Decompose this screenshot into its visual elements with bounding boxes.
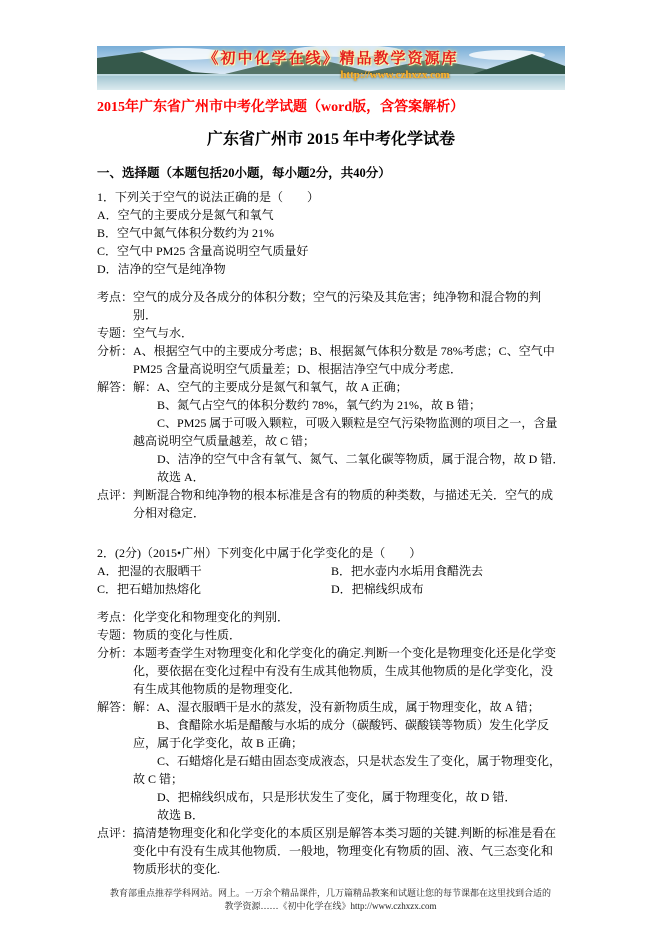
footer-line-2 — [0, 900, 661, 913]
question-1-block — [97, 188, 565, 522]
q2-fenxi-row — [97, 644, 565, 698]
kaodian-label: 考点： — [97, 610, 134, 624]
page-footer — [0, 887, 661, 913]
q1-dianping-row — [97, 486, 565, 522]
q1-jieda-line-2: B、氮气占空气的体积分数约 78%，氧气约为 21%，故 B 错； — [157, 398, 482, 412]
q1-dianping-text: 判断混合物和纯净物的根本标准是含有的物质的种类数，与描述无关．空气的成分相对稳定． — [133, 488, 554, 520]
question-1-option-a: A．空气的主要成分是氮气和氧气 — [97, 208, 274, 222]
q1-zhuanti-text: 空气与水． — [133, 326, 194, 340]
q1-jieda-line-1: 解：A、空气的主要成分是氮气和氧气，故 A 正确； — [133, 380, 408, 394]
question-1-option-c: C．空气中 PM25 含量高说明空气质量好 — [97, 244, 309, 258]
q2-jieda-text — [133, 698, 565, 824]
question-2-analysis — [97, 608, 565, 878]
q2-dianping-text: 搞清楚物理变化和化学变化的本质区别是解答本类习题的关键.判断的标准是看在变化中有没有生成其他物质．一般地，物理变化有物质的固、液、气三态变化和物质形状的变化. — [133, 826, 557, 876]
q2-jieda-answer: 故选 B． — [157, 808, 205, 822]
q2-zhuanti-row — [97, 626, 565, 644]
q1-kaodian-row — [97, 288, 565, 324]
q2-jieda-line-1: 解：A、湿衣服晒干是水的蒸发，没有新物质生成，属于物理变化，故 A 错； — [133, 700, 540, 714]
fenxi-label: 分析： — [97, 646, 134, 660]
section-1-heading: 一、选择题（本题包括20小题，每小题2分，共40分） — [97, 166, 391, 180]
question-1-option-d: D．洁净的空气是纯净物 — [97, 262, 226, 276]
doc-subject-heading: 2015年广东省广州市中考化学试题（word版，含答案解析） — [97, 100, 465, 115]
q1-jieda-line-4: D、洁净的空气中含有氧气、氮气、二氧化碳等物质，属于混合物，故 D 错． — [157, 452, 565, 466]
question-2-block — [97, 544, 565, 878]
q2-zhuanti-text: 物质的变化与性质． — [133, 628, 242, 642]
dianping-label: 点评： — [97, 826, 134, 840]
question-1-analysis — [97, 288, 565, 522]
paper-title: 广东省广州市 2015 年中考化学试卷 — [206, 131, 455, 148]
fenxi-label: 分析： — [97, 344, 134, 358]
question-2-option-d: D．把棉线织成布 — [331, 582, 424, 596]
banner-site-url[interactable]: http://www.czhxzx.com — [340, 69, 450, 81]
q1-jieda-text — [133, 378, 565, 486]
q2-jieda-line-4: D、把棉线织成布，只是形状发生了变化，属于物理变化，故 D 错． — [157, 790, 517, 804]
question-2-option-c: C．把石蜡加热熔化 — [97, 582, 202, 596]
q1-kaodian-text: 空气的成分及各成分的体积分数；空气的污染及其危害；纯净物和混合物的判别． — [133, 290, 542, 322]
banner-site-title: 《初中化学在线》精品教学资源库 — [203, 51, 459, 67]
jieda-label: 解答： — [97, 700, 134, 714]
q1-fenxi-row — [97, 342, 565, 378]
footer-line-1: 教育部重点推荐学科网站。网上。一万余个精品课件，几万篇精品教案和试题让您的每节课都在这里找到合适的 — [109, 888, 551, 898]
q1-jieda-line-3: C、PM25 属于可吸入颗粒，可吸入颗粒是空气污染物监测的项目之一，含量越高说明空气质量越差，故 C 错； — [133, 416, 558, 448]
question-2-option-b: B．把水壶内水垢用食醋洗去 — [331, 564, 484, 578]
dianping-label: 点评： — [97, 488, 134, 502]
q1-jieda-row — [97, 378, 565, 486]
q2-kaodian-row — [97, 608, 565, 626]
footer-site-link[interactable]: http://www.czhxzx.com — [350, 901, 437, 911]
q1-zhuanti-row — [97, 324, 565, 342]
question-2-stem: 2．(2分)（2015•广州）下列变化中属于化学变化的是（ ） — [97, 546, 422, 560]
kaodian-label: 考点： — [97, 290, 134, 304]
q1-fenxi-text: A、根据空气中的主要成分考虑；B、根据氮气体积分数是 78%考虑；C、空气中 PM25 含量高说明空气质量差；D、根据洁净空气中成分考虑． — [133, 344, 555, 376]
q2-jieda-line-3: C、石蜡熔化是石蜡由固态变成液态，只是状态发生了变化，属于物理变化，故 C 错； — [133, 754, 562, 786]
zhuanti-label: 专题： — [97, 326, 134, 340]
jieda-label: 解答： — [97, 380, 134, 394]
q2-jieda-line-2: B、食醋除水垢是醋酸与水垢的成分（碳酸钙、碳酸镁等物质）发生化学反应，属于化学变化，故 B 正确； — [133, 718, 550, 750]
question-1-stem: 1．下列关于空气的说法正确的是（ ） — [97, 190, 320, 204]
q2-fenxi-text: 本题考查学生对物理变化和化学变化的确定.判断一个变化是物理变化还是化学变化，要依据在变化过程中有没有生成其他物质，生成其他物质的是化学变化，没有生成其他物质的是物理变化． — [133, 646, 557, 696]
q2-jieda-row — [97, 698, 565, 824]
q2-dianping-row — [97, 824, 565, 878]
question-2-options — [97, 562, 565, 598]
q1-jieda-answer: 故选 A． — [157, 470, 205, 484]
zhuanti-label: 专题： — [97, 628, 134, 642]
footer-line-2-text: 教学资源……《初中化学在线》 — [224, 901, 351, 911]
q2-kaodian-text: 化学变化和物理变化的判别． — [133, 610, 290, 624]
question-1-option-b: B．空气中氮气体积分数约为 21% — [97, 226, 275, 240]
question-2-option-a: A．把湿的衣服晒干 — [97, 564, 202, 578]
site-banner — [97, 46, 565, 90]
